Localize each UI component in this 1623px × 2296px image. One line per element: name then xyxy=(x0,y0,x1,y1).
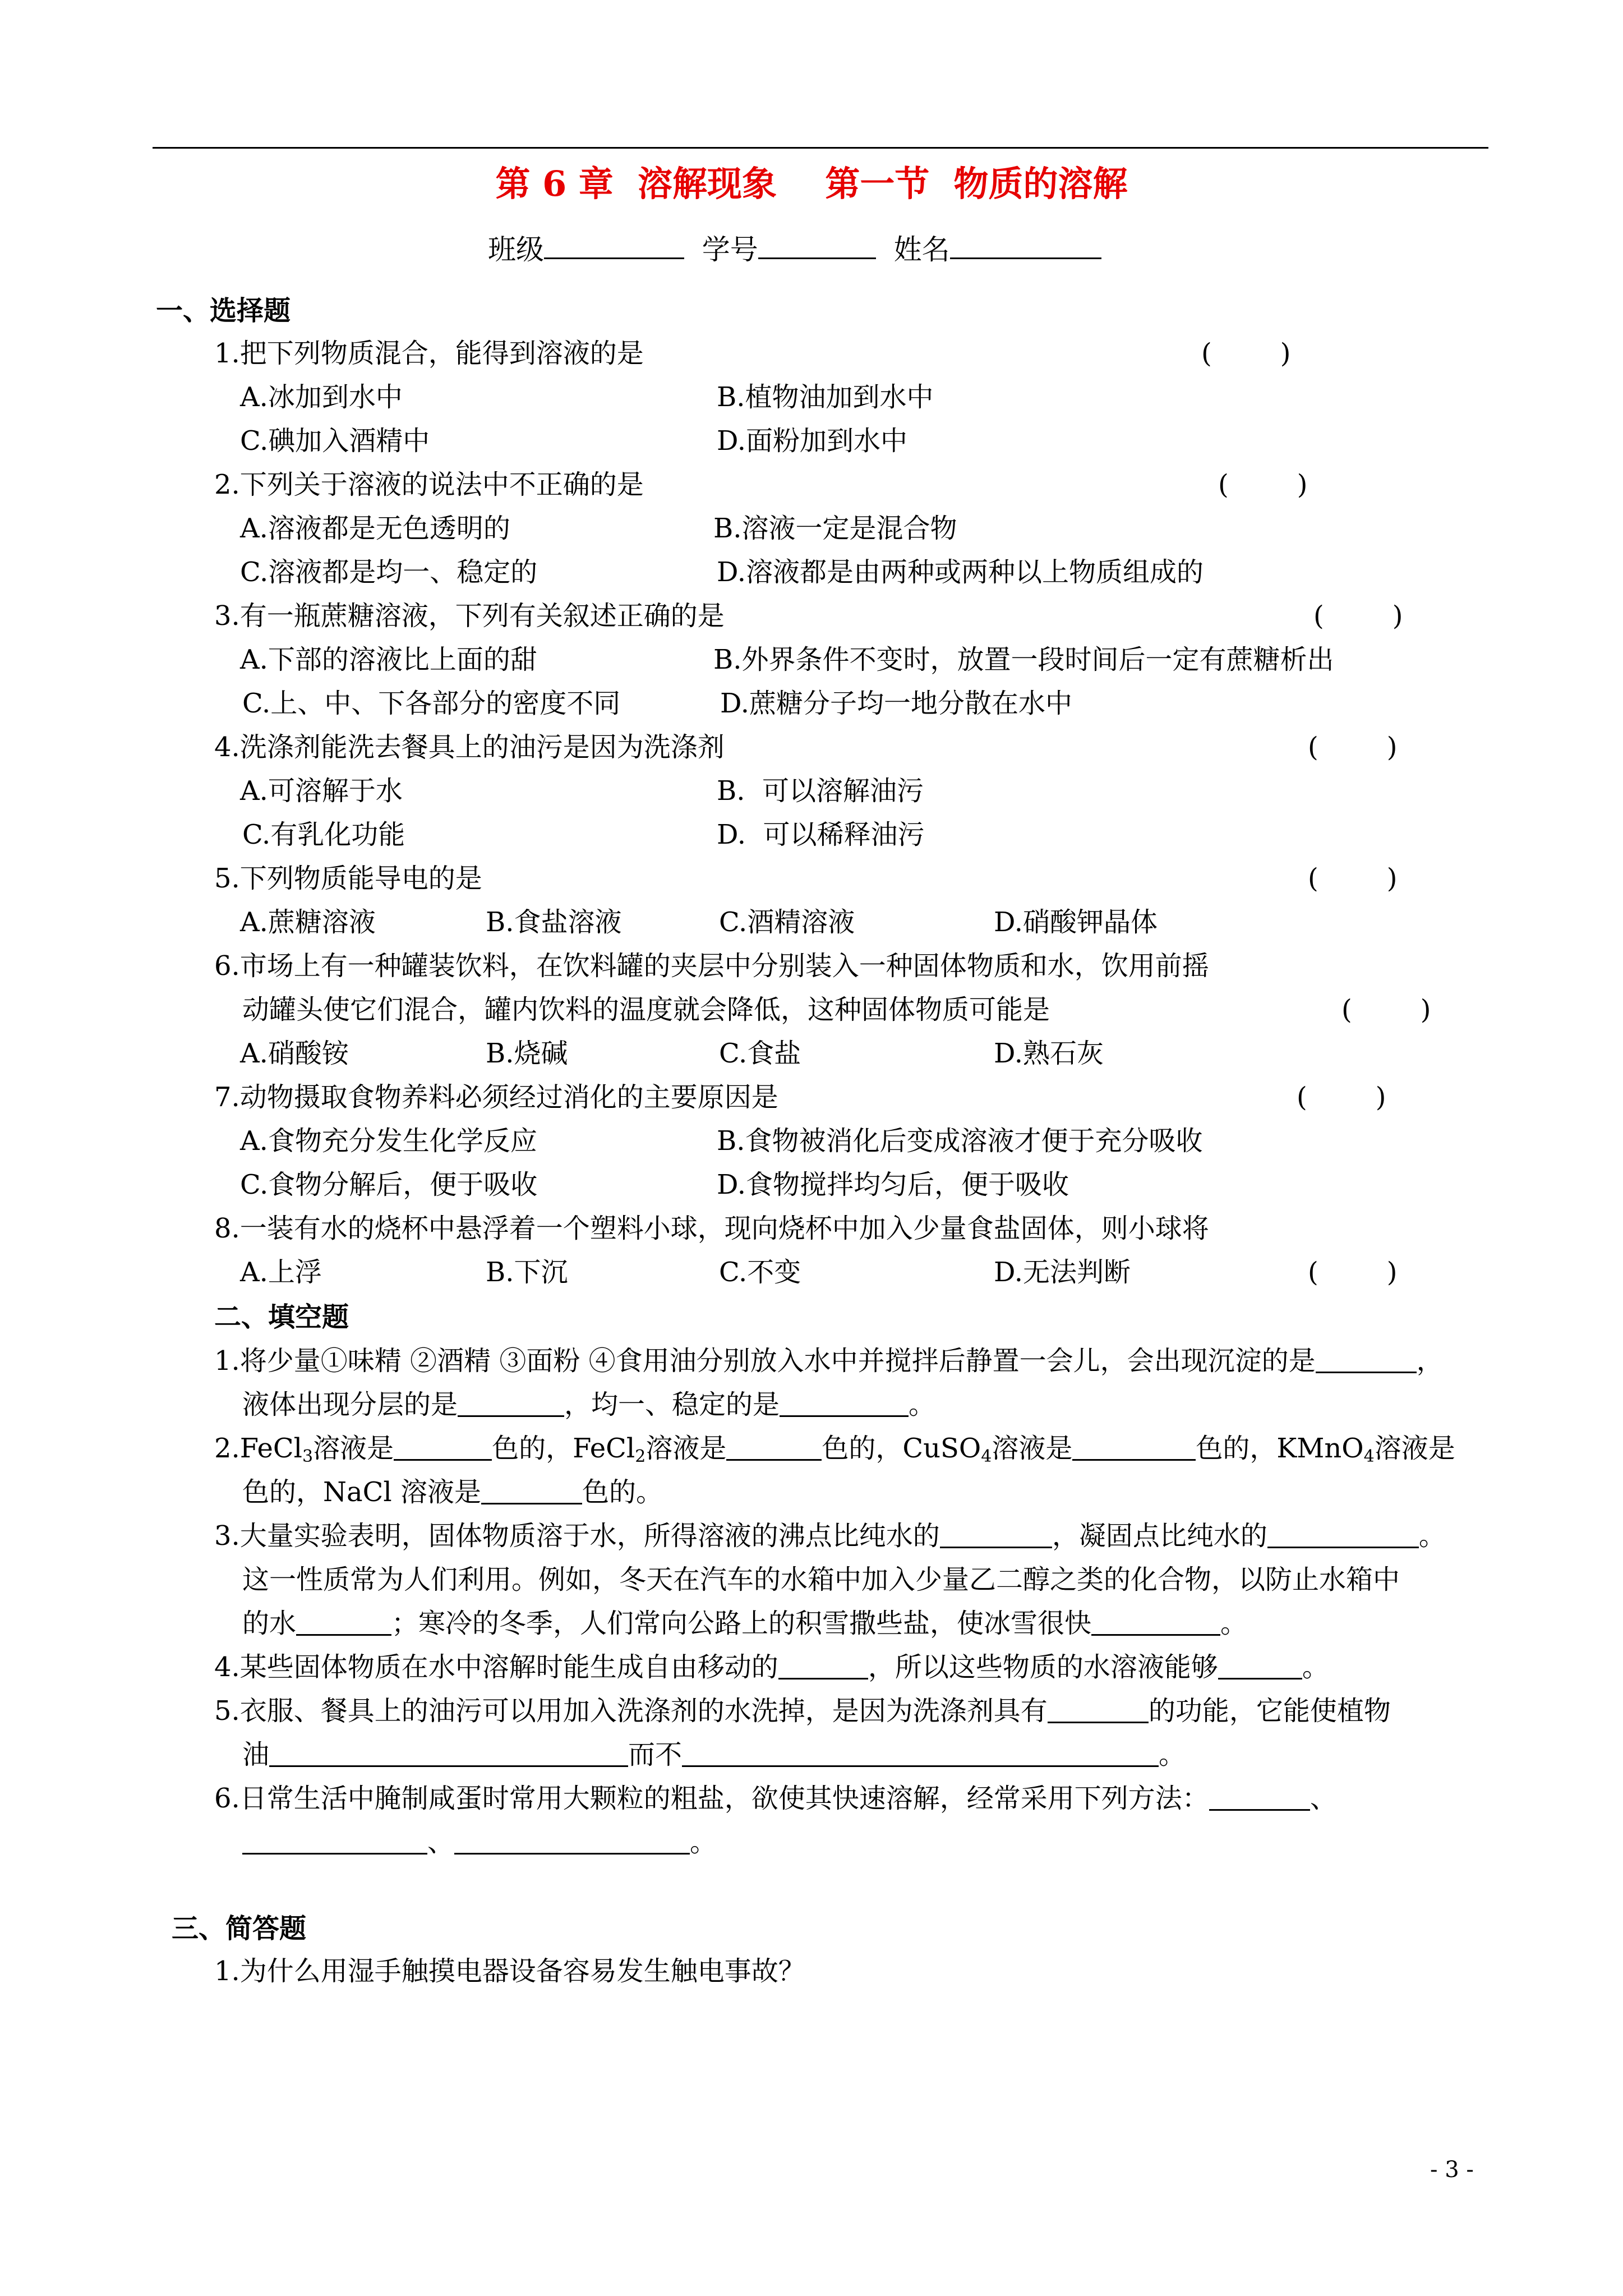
answer-bracket[interactable]: ( ) xyxy=(1297,1082,1386,1113)
option: A.蔗糖溶液 xyxy=(240,907,376,938)
fill-question: 的水 ；寒冷的冬季，人们常向公路上的积雪撒些盐，使冰雪很快 。 xyxy=(242,1608,1248,1639)
option: D.食物搅拌均匀后，便于吸收 xyxy=(717,1169,1069,1200)
option: D.蔗糖分子均一地分散在水中 xyxy=(720,688,1073,719)
option: B.植物油加到水中 xyxy=(717,381,934,413)
answer-bracket[interactable]: ( ) xyxy=(1308,1257,1398,1288)
answer-blank[interactable] xyxy=(296,1609,391,1636)
option: B.食物被消化后变成溶液才便于充分吸收 xyxy=(717,1125,1203,1157)
option: B.外界条件不变时，放置一段时间后一定有蔗糖析出 xyxy=(713,644,1334,675)
fill-question: 液体出现分层的是 ，均一、稳定的是 。 xyxy=(242,1389,936,1420)
answer-bracket[interactable]: ( ) xyxy=(1218,469,1308,500)
option: A.冰加到水中 xyxy=(240,381,403,413)
answer-blank[interactable] xyxy=(726,1434,822,1461)
section-heading: 三、简答题 xyxy=(172,1913,307,1944)
answer-blank[interactable] xyxy=(1209,1784,1310,1811)
number-label: 学号 xyxy=(702,233,758,266)
option: C.酒精溶液 xyxy=(719,907,855,938)
answer-blank[interactable] xyxy=(1316,1347,1417,1373)
answer-blank[interactable] xyxy=(242,1828,427,1855)
option: D.熟石灰 xyxy=(994,1038,1104,1069)
class-label: 班级 xyxy=(488,233,544,266)
fill-question: 色的，NaCl 溶液是 色的。 xyxy=(242,1476,663,1508)
student-info xyxy=(488,227,1101,268)
answer-blank[interactable] xyxy=(780,1391,909,1417)
option: C.不变 xyxy=(719,1257,801,1288)
question: 8.一装有水的烧杯中悬浮着一个塑料小球，现向烧杯中加入少量食盐固体，则小球将 xyxy=(214,1213,1209,1244)
answer-blank[interactable] xyxy=(394,1434,492,1461)
option: A.上浮 xyxy=(240,1257,322,1288)
fill-question: 3.大量实验表明，固体物质溶于水，所得溶液的沸点比纯水的 ，凝固点比纯水的 。 xyxy=(214,1520,1446,1552)
answer-blank[interactable] xyxy=(940,1522,1052,1548)
fill-question: 、 。 xyxy=(242,1825,717,1860)
option: D.硝酸钾晶体 xyxy=(994,907,1158,938)
answer-bracket[interactable]: ( ) xyxy=(1341,994,1431,1025)
option: A.硝酸铵 xyxy=(240,1038,349,1069)
option: D.溶液都是由两种或两种以上物质组成的 xyxy=(717,556,1204,588)
top-rule xyxy=(153,147,1488,149)
page-title: 第 6 章 溶解现象 第一节 物质的溶解 xyxy=(495,163,1128,204)
question: 1.把下列物质混合，能得到溶液的是 xyxy=(214,338,644,369)
option: A.溶液都是无色透明的 xyxy=(240,513,510,544)
fill-question: 5.衣服、餐具上的油污可以用加入洗涤剂的水洗掉，是因为洗涤剂具有 的功能，它能使植物 xyxy=(214,1695,1391,1727)
question: 7.动物摄取食物养料必须经过消化的主要原因是 xyxy=(214,1082,778,1113)
option: D.面粉加到水中 xyxy=(717,425,908,457)
number-field[interactable] xyxy=(758,233,876,259)
answer-blank[interactable] xyxy=(454,1828,690,1855)
answer-blank[interactable] xyxy=(1218,1653,1302,1680)
answer-bracket[interactable]: ( ) xyxy=(1313,600,1403,632)
option: A.下部的溶液比上面的甜 xyxy=(240,644,537,675)
option: A.食物充分发生化学反应 xyxy=(240,1125,537,1157)
fill-question: 1.将少量①味精 ②酒精 ③面粉 ④食用油分别放入水中并搅拌后静置一会儿，会出现沉淀的是 ， xyxy=(214,1345,1444,1377)
option: C.碘加入酒精中 xyxy=(240,425,430,457)
option: C.食盐 xyxy=(719,1038,801,1069)
fill-question: 这一性质常为人们利用。例如，冬天在汽车的水箱中加入少量乙二醇之类的化合物，以防止水箱中 xyxy=(242,1564,1400,1595)
option: B.食盐溶液 xyxy=(486,907,622,938)
option: C.溶液都是均一、稳定的 xyxy=(240,556,538,588)
option: D.无法判断 xyxy=(994,1257,1131,1288)
page-number: - 3 - xyxy=(1430,2157,1474,2183)
option: B.下沉 xyxy=(486,1257,568,1288)
fill-question: 6.日常生活中腌制咸蛋时常用大颗粒的粗盐，欲使其快速溶解，经常采用下列方法： 、 xyxy=(214,1783,1337,1814)
answer-blank[interactable] xyxy=(269,1741,628,1767)
fill-question: 油 而不 。 xyxy=(242,1739,1186,1770)
answer-blank[interactable] xyxy=(1091,1609,1220,1636)
answer-bracket[interactable]: ( ) xyxy=(1201,338,1291,369)
fill-question: 4.某些固体物质在水中溶解时能生成自由移动的 ，所以这些物质的水溶液能够 。 xyxy=(214,1651,1329,1683)
answer-blank[interactable] xyxy=(1048,1697,1149,1723)
answer-bracket[interactable]: ( ) xyxy=(1308,731,1398,763)
option: D. 可以稀释油污 xyxy=(717,819,925,850)
question: 2.下列关于溶液的说法中不正确的是 xyxy=(214,469,644,500)
answer-blank[interactable] xyxy=(481,1478,582,1504)
answer-blank[interactable] xyxy=(682,1741,1159,1767)
question: 3.有一瓶蔗糖溶液，下列有关叙述正确的是 xyxy=(214,600,725,632)
option: C.上、中、下各部分的密度不同 xyxy=(242,688,621,719)
option: C.有乳化功能 xyxy=(242,819,405,850)
question: 6.市场上有一种罐装饮料，在饮料罐的夹层中分别装入一种固体物质和水，饮用前摇 xyxy=(214,950,1209,982)
answer-blank[interactable] xyxy=(458,1391,564,1417)
question: 5.下列物质能导电的是 xyxy=(214,863,482,894)
class-field[interactable] xyxy=(544,233,684,259)
name-field[interactable] xyxy=(950,233,1101,259)
answer-blank[interactable] xyxy=(778,1653,868,1680)
section-heading: 一、选择题 xyxy=(156,295,291,326)
answer-bracket[interactable]: ( ) xyxy=(1308,863,1398,894)
option: B.溶液一定是混合物 xyxy=(713,513,957,544)
fill-question: 2.FeCl$_3$溶液是 色的，FeCl$_2$溶液是 色的，CuSO$_4$溶液是 色的，KMnO$_4$溶液是 xyxy=(214,1433,1455,1466)
question: 1.为什么用湿手触摸电器设备容易发生触电事故？ xyxy=(214,1955,805,1987)
name-label: 姓名 xyxy=(893,233,950,266)
option: C.食物分解后，便于吸收 xyxy=(240,1169,538,1200)
section-heading: 二、填空题 xyxy=(214,1301,349,1333)
question: 4.洗涤剂能洗去餐具上的油污是因为洗涤剂 xyxy=(214,731,725,763)
answer-blank[interactable] xyxy=(1072,1434,1196,1461)
option: A.可溶解于水 xyxy=(240,775,403,807)
option: B. 可以溶解油污 xyxy=(717,775,924,807)
option: B.烧碱 xyxy=(486,1038,568,1069)
question-continued: 动罐头使它们混合，罐内饮料的温度就会降低，这种固体物质可能是 xyxy=(242,994,1050,1025)
answer-blank[interactable] xyxy=(1267,1522,1419,1548)
